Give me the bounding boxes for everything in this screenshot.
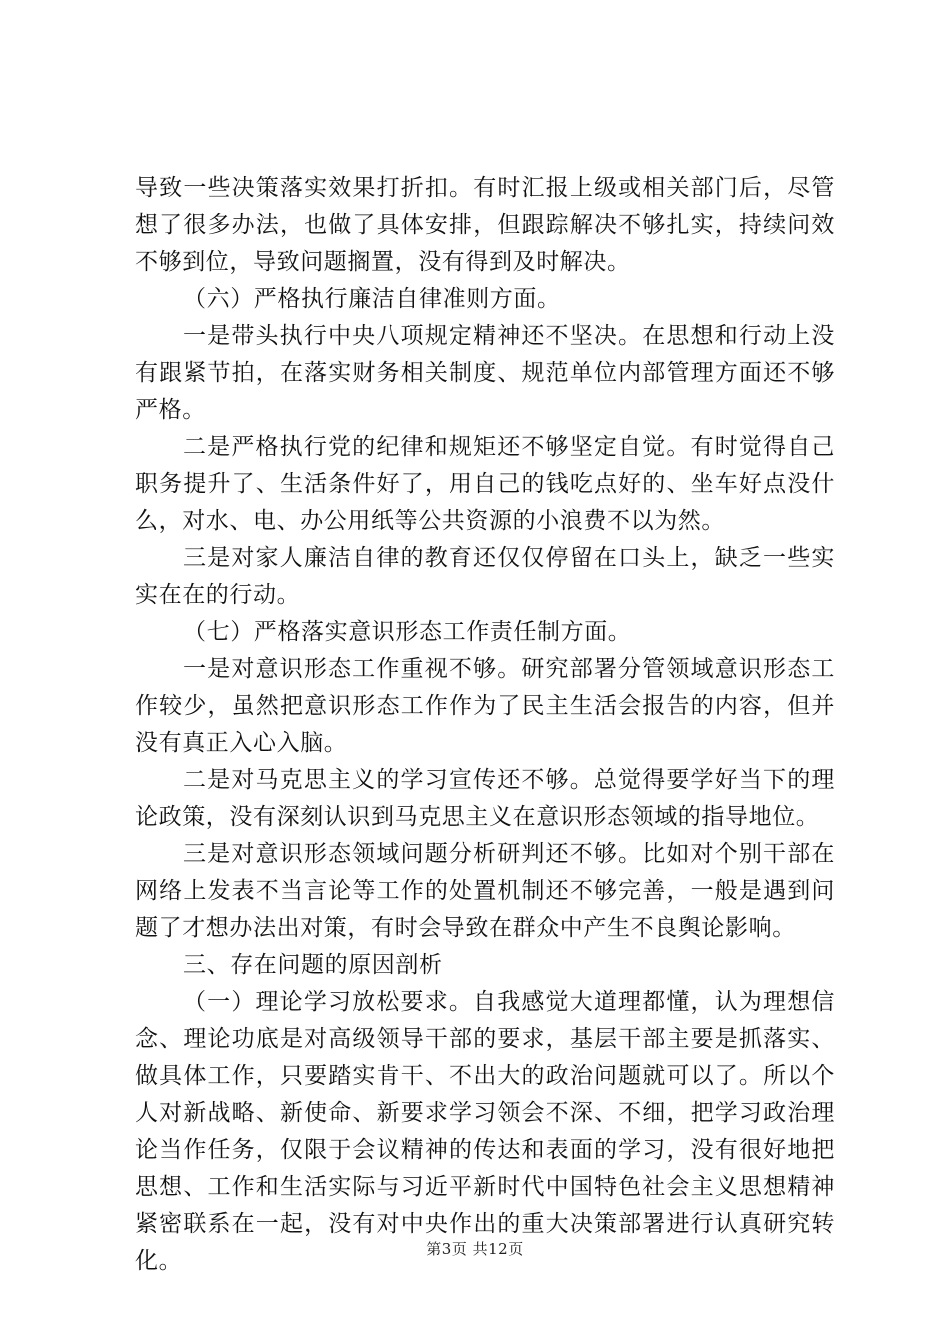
- section-heading-7: （七）严格落实意识形态工作责任制方面。: [183, 619, 632, 645]
- paragraph-7-1: 一是对意识形态工作重视不够。研究部署分管领域意识形态工作较少，虽然把意识形态工作作为了民主生活会报告的内容，但并没有真正入心入脑。: [135, 656, 835, 756]
- document-body: [135, 170, 835, 1280]
- paragraph-7-2: 二是对马克思主义的学习宣传还不够。总觉得要学好当下的理论政策，没有深刻认识到马克思主义在意识形态领域的指导地位。: [135, 767, 835, 830]
- paragraph-7-3: 三是对意识形态领域问题分析研判还不够。比如对个别干部在网络上发表不当言论等工作的处置机制还不够完善，一般是遇到问题了才想办法出对策，有时会导致在群众中产生不良舆论影响。: [135, 841, 835, 941]
- paragraph-6-1: 一是带头执行中央八项规定精神还不坚决。在思想和行动上没有跟紧节拍，在落实财务相关制度、规范单位内部管理方面还不够严格。: [135, 323, 835, 423]
- paragraph-continuation: 导致一些决策落实效果打折扣。有时汇报上级或相关部门后，尽管想了很多办法，也做了具体安排，但跟踪解决不够扎实，持续问效不够到位，导致问题搁置，没有得到及时解决。: [135, 175, 835, 275]
- paragraph-cause-1: （一）理论学习放松要求。自我感觉大道理都懂，认为理想信念、理论功底是对高级领导干部的要求，基层干部主要是抓落实、做具体工作，只要踏实肯干、不出大的政治问题就可以了。所以个人对新战略、新使命、新要求学习领会不深、不细，把学习政治理论当作任务，仅限于会议精神的传达和表面的学习，没有很好地把思想、工作和生活实际与习近平新时代中国特色社会主义思想精神紧密联系在一起，没有对中央作出的重大决策部署进行认真研究转化。: [135, 989, 835, 1274]
- page-number-footer: 第3页 共12页: [426, 1240, 524, 1258]
- section-heading-6: （六）严格执行廉洁自律准则方面。: [183, 286, 561, 312]
- chapter-heading-3: 三、存在问题的原因剖析: [183, 952, 443, 978]
- paragraph-6-2: 二是严格执行党的纪律和规矩还不够坚定自觉。有时觉得自己职务提升了、生活条件好了，用自己的钱吃点好的、坐车好点没什么，对水、电、办公用纸等公共资源的小浪费不以为然。: [135, 434, 835, 534]
- paragraph-6-3: 三是对家人廉洁自律的教育还仅仅停留在口头上，缺乏一些实实在在的行动。: [135, 545, 835, 608]
